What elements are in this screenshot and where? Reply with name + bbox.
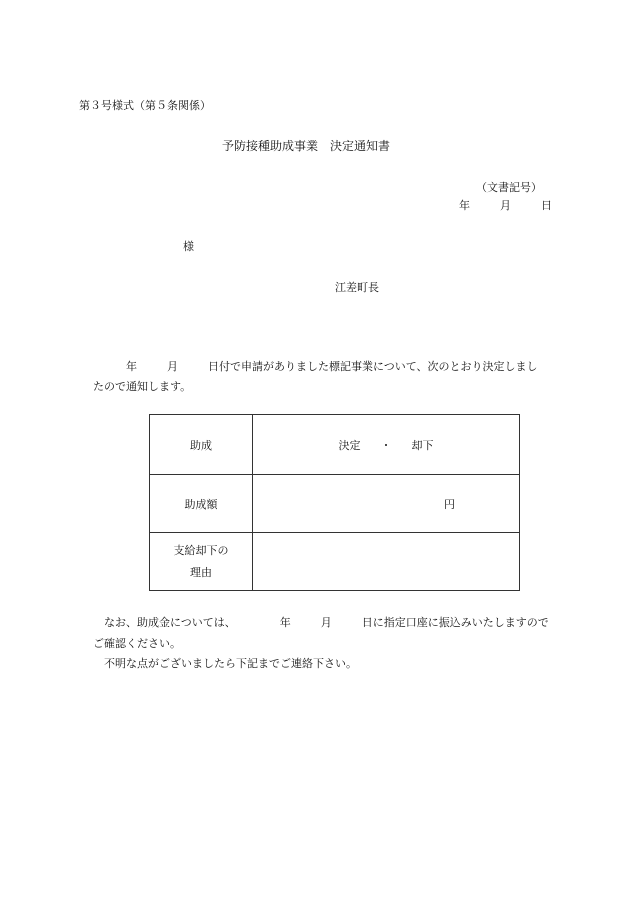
form-number: 第３号様式（第５条関係）	[79, 99, 211, 112]
rejection-reason-label-line1: 支給却下の	[173, 543, 229, 557]
date-month-label: 月	[500, 199, 511, 212]
addressee-suffix: 様	[183, 240, 194, 253]
table-row	[150, 475, 520, 533]
notes-line1-rest: 日に指定口座に振込みいたしますので	[361, 616, 549, 629]
table-row	[150, 533, 520, 591]
body-month-label: 月	[167, 360, 178, 373]
notes-line2: ご確認ください。	[93, 637, 181, 650]
sender-name: 江差町長	[335, 281, 379, 294]
notes-line1	[104, 614, 549, 630]
notes-year-label: 年	[279, 616, 291, 629]
rejection-reason-label	[150, 533, 253, 591]
decision-option-reject: 却下	[411, 438, 434, 452]
amount-unit: 円	[444, 497, 455, 511]
body-paragraph-line1	[126, 358, 538, 374]
notes-line3: 不明な点がございましたら下記までご連絡下さい。	[104, 657, 357, 670]
date-year-label: 年	[459, 199, 470, 212]
body-year-label: 年	[126, 360, 137, 373]
body-line1-text: 日付で申請がありました標記事業について、次のとおり決定しまし	[208, 360, 538, 373]
table-row	[150, 415, 520, 475]
rejection-reason-label-line2: 理由	[190, 565, 212, 579]
amount-label: 助成額	[150, 475, 253, 533]
issue-date	[459, 197, 552, 213]
notes-line1-start: なお、助成金については、	[104, 616, 236, 629]
decision-label: 助成	[150, 415, 253, 475]
decision-value	[253, 415, 520, 475]
rejection-reason-value	[253, 533, 520, 591]
decision-separator: ・	[380, 438, 392, 452]
date-day-label: 日	[541, 199, 552, 212]
decision-table	[149, 414, 520, 591]
document-number: （文書記号）	[476, 181, 542, 194]
document-title: 予防接種助成事業 決定通知書	[222, 139, 391, 153]
body-paragraph-line2: たので通知します。	[93, 380, 192, 393]
amount-value	[253, 475, 520, 533]
decision-option-approve: 決定	[338, 438, 361, 452]
notes-month-label: 月	[320, 616, 332, 629]
